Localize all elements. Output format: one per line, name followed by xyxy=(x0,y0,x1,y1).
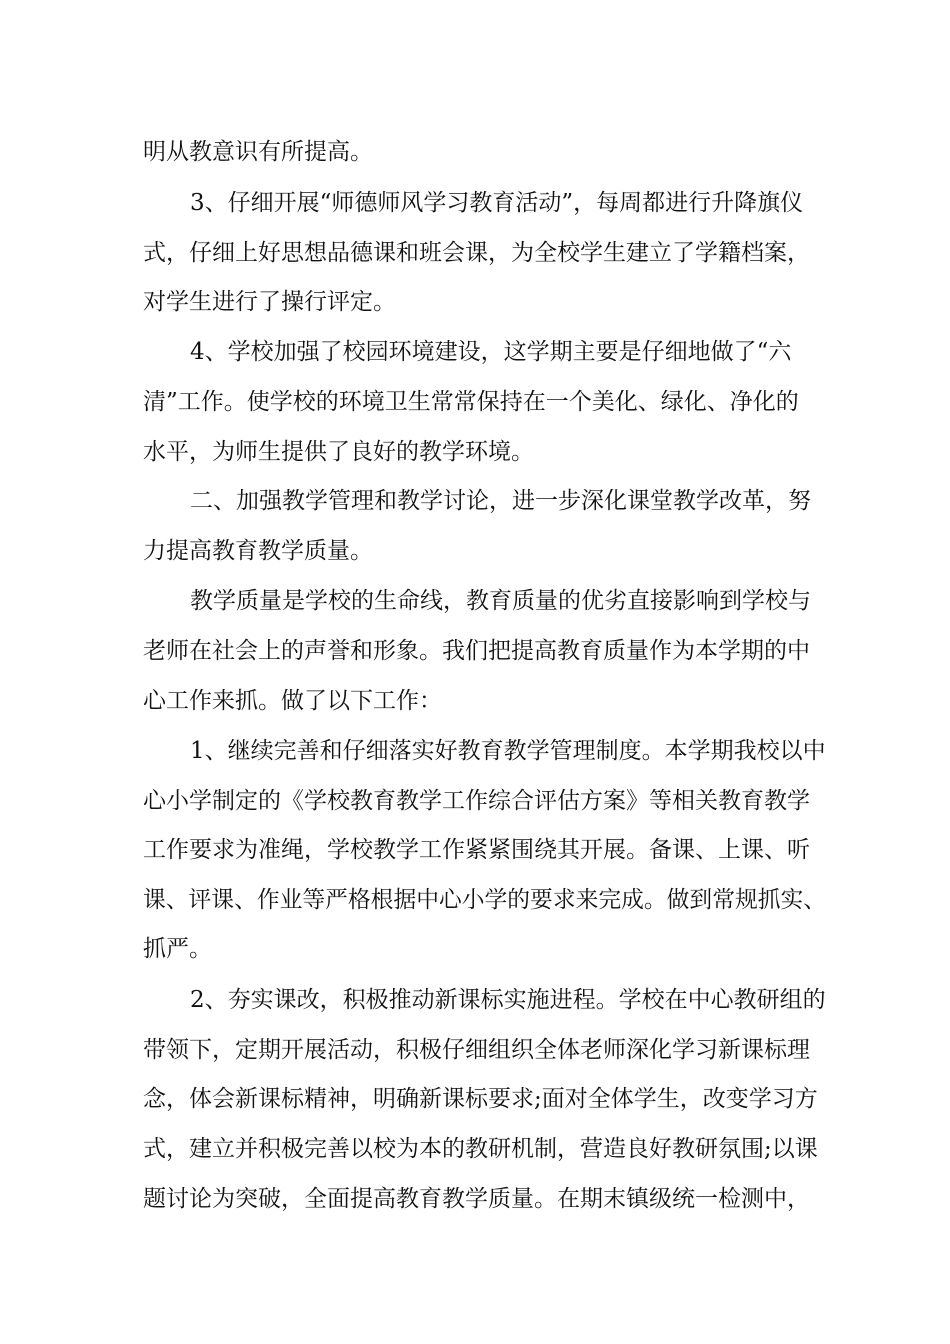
text-line: 2、夯实课改，积极推动新课标实施进程。学校在中心教研组的 xyxy=(190,987,826,1013)
text-line: 带领下，定期开展活动，积极仔细组织全体老师深化学习新课标理 xyxy=(143,1037,810,1063)
text-line: 清”工作。使学校的环境卫生常常保持在一个美化、绿化、净化的 xyxy=(143,389,799,415)
text-line: 明从教意识有所提高。 xyxy=(143,139,373,165)
text-line: 3、仔细开展“师德师风学习教育活动”，每周都进行升降旗仪 xyxy=(190,190,804,216)
text-line: 式，仔细上好思想品德课和班会课，为全校学生建立了学籍档案， xyxy=(143,240,810,266)
text-line: 老师在社会上的声誉和形象。我们把提高教育质量作为本学期的中 xyxy=(143,638,810,664)
text-line: 工作要求为准绳，学校教学工作紧紧围绕其开展。备课、上课、听 xyxy=(143,837,810,863)
text-line: 抓严。 xyxy=(143,936,212,962)
text-line: 1、继续完善和仔细落实好教育教学管理制度。本学期我校以中 xyxy=(190,738,826,764)
text-line: 题讨论为突破，全面提高教育教学质量。在期末镇级统一检测中， xyxy=(143,1186,810,1212)
text-line: 教学质量是学校的生命线，教育质量的优劣直接影响到学校与 xyxy=(190,588,811,614)
text-line: 心工作来抓。做了以下工作： xyxy=(143,688,442,714)
text-line: 二、加强教学管理和教学讨论，进一步深化课堂教学改革，努 xyxy=(190,488,811,514)
text-line: 力提高教育教学质量。 xyxy=(143,538,373,564)
text-line: 对学生进行了操行评定。 xyxy=(143,289,396,315)
text-line: 念，体会新课标精神，明确新课标要求;面对全体学生，改变学习方 xyxy=(143,1086,818,1112)
text-line: 课、评课、作业等严格根据中心小学的要求来完成。做到常规抓实、 xyxy=(143,887,827,913)
text-line: 式，建立并积极完善以校为本的教研机制，营造良好教研氛围;以课 xyxy=(143,1136,818,1162)
text-line: 水平，为师生提供了良好的教学环境。 xyxy=(143,439,534,465)
text-line: 心小学制定的《学校教育教学工作综合评估方案》等相关教育教学 xyxy=(143,788,810,814)
text-line: 4、学校加强了校园环境建设，这学期主要是仔细地做了“六 xyxy=(190,339,792,365)
